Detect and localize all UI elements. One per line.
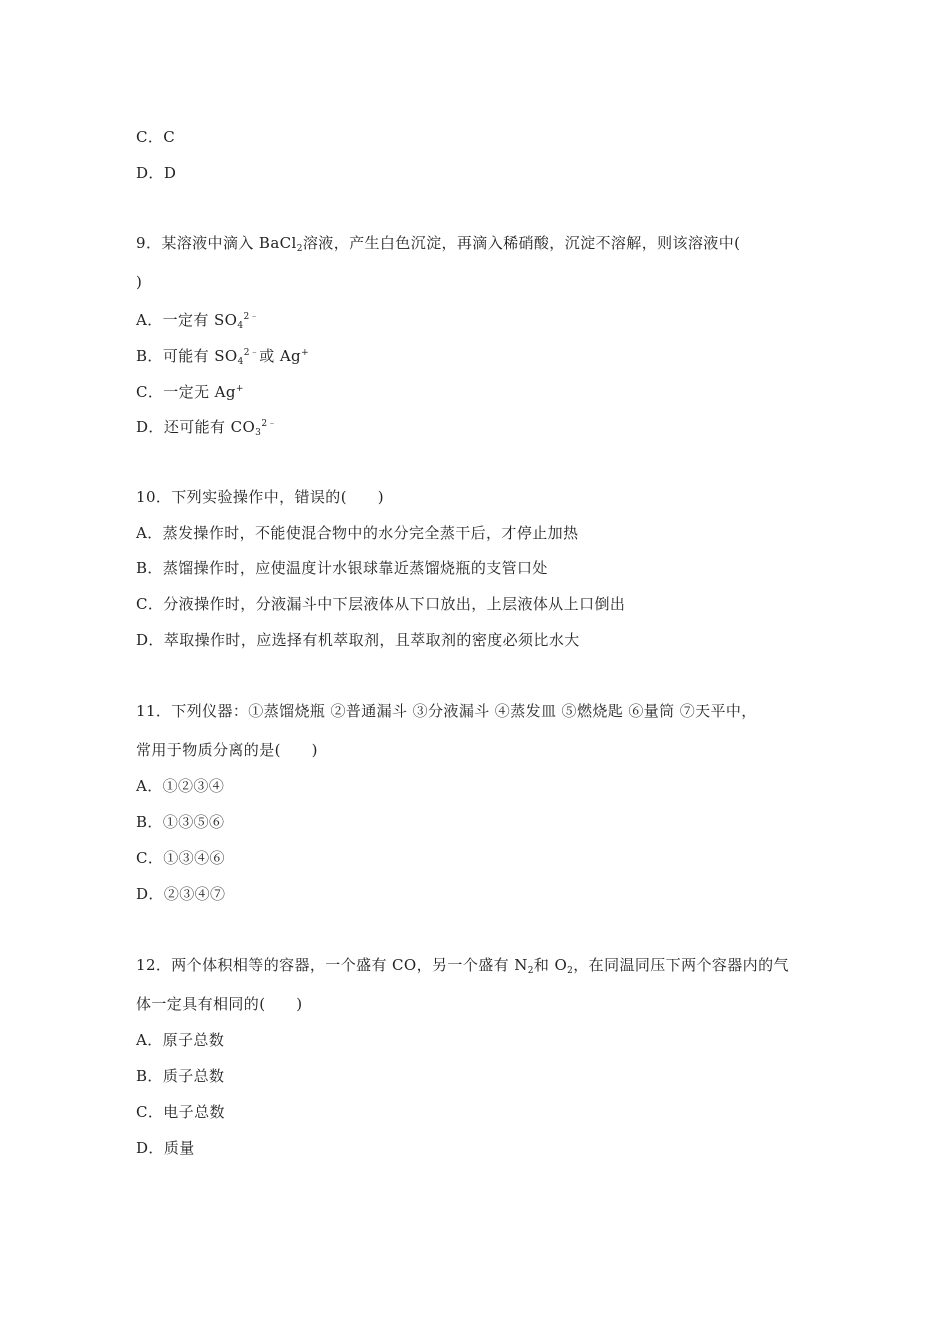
option-d-prev: D．D [136, 164, 177, 182]
q11-option-c: C．①③④⑥ [136, 849, 225, 867]
q10-stem: 10．下列实验操作中，错误的( ) [136, 488, 384, 506]
q12-option-d: D．质量 [136, 1139, 195, 1157]
q11-option-a: A．①②③④ [136, 777, 225, 795]
q9-stem: 9．某溶液中滴入 BaCl$_2$溶液，产生白色沉淀，再滴入稀硝酸，沉淀不溶解，则该溶液中( [136, 234, 741, 254]
q11-option-d: D．②③④⑦ [136, 885, 226, 903]
q9-option-c: C．一定无 Ag+ [136, 383, 244, 401]
q12-option-a: A．原子总数 [136, 1031, 225, 1049]
q9-option-a: A．一定有 $SO_4^{2﹣}$ [136, 311, 260, 331]
q12-option-b: B．质子总数 [136, 1067, 225, 1085]
q11-stem: 11．下列仪器：①蒸馏烧瓶 ②普通漏斗 ③分液漏斗 ④蒸发皿 ⑤燃烧匙 ⑥量筒 ⑦天平中， [136, 702, 757, 720]
q10-option-b: B．蒸馏操作时，应使温度计水银球靠近蒸馏烧瓶的支管口处 [136, 559, 548, 577]
q11-option-b: B．①③⑤⑥ [136, 813, 225, 831]
q11-stem-cont: 常用于物质分离的是( ) [136, 741, 318, 759]
q10-option-c: C．分液操作时，分液漏斗中下层液体从下口放出，上层液体从上口倒出 [136, 595, 626, 613]
q12-option-c: C．电子总数 [136, 1103, 225, 1121]
q10-option-d: D．萃取操作时，应选择有机萃取剂，且萃取剂的密度必须比水大 [136, 631, 580, 649]
q9-stem-cont: ) [136, 273, 143, 291]
q9-option-d: D．还可能有 $CO_3^{2﹣}$ [136, 418, 277, 438]
q12-stem-cont: 体一定具有相同的( ) [136, 995, 303, 1013]
option-c-prev: C．C [136, 128, 176, 146]
q10-option-a: A．蒸发操作时，不能使混合物中的水分完全蒸干后，才停止加热 [136, 524, 579, 542]
q9-option-b: B．可能有 $SO_4^{2﹣}$或 Ag+ [136, 347, 310, 367]
q12-stem: 12．两个体积相等的容器，一个盛有 CO，另一个盛有 $N_2$和 $O_2$，在同温同压下两个容器内的气 [136, 956, 789, 976]
